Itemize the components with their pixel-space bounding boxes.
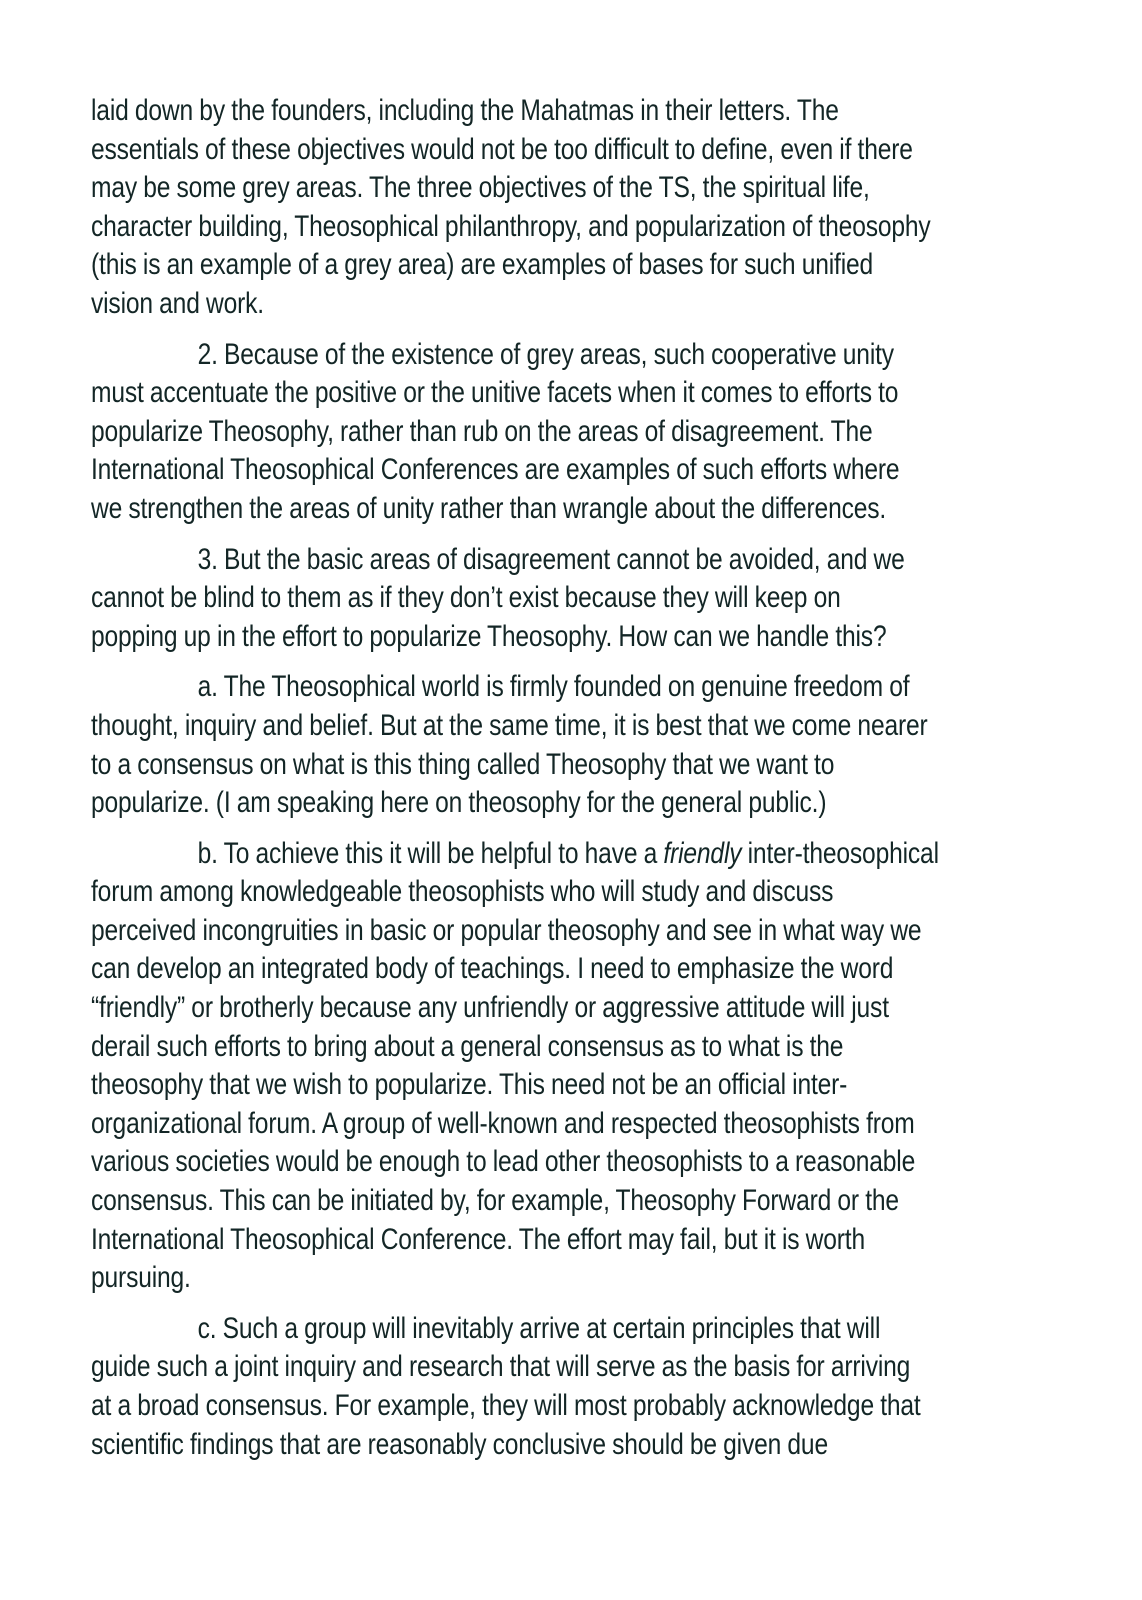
- text-line: 3. But the basic areas of disagreement cannot be avoided, and we: [197, 542, 905, 576]
- text-line: (this is an example of a grey area) are examples of bases for such unified: [91, 248, 874, 282]
- text-run: b. To achieve this it will be helpful to have a: [197, 836, 664, 870]
- text-line: 2. Because of the existence of grey areas, such cooperative unity: [197, 337, 894, 371]
- text-line: various societies would be enough to lead other theosophists to a reasonable: [91, 1145, 916, 1179]
- text-line: cannot be blind to them as if they don’t exist because they will keep on: [91, 581, 841, 615]
- text-line: popping up in the effort to popularize Theosophy. How can we handle this?: [91, 619, 887, 653]
- text-line: “friendly” or brotherly because any unfriendly or aggressive attitude will just: [91, 991, 889, 1025]
- text-line: a. The Theosophical world is firmly founded on genuine freedom of: [197, 670, 910, 704]
- document-page: [91, 92, 939, 1476]
- text-line: c. Such a group will inevitably arrive at certain principles that will: [197, 1311, 881, 1345]
- paragraph-point-3c: [91, 1310, 1027, 1464]
- text-line: theosophy that we wish to popularize. This need not be an official inter-: [91, 1068, 848, 1102]
- paragraph-point-2: [91, 336, 1027, 529]
- text-line: laid down by the founders, including the Mahatmas in their letters. The: [91, 94, 839, 127]
- paragraph-point-3a: [91, 668, 1027, 822]
- text-line: consensus. This can be initiated by, for example, Theosophy Forward or the: [91, 1184, 899, 1218]
- text-run: inter-theosophical: [741, 836, 939, 870]
- text-line: derail such efforts to bring about a general consensus as to what is the: [91, 1029, 844, 1063]
- text-line: [91, 835, 1027, 874]
- text-line: International Theosophical Conferences are examples of such efforts where: [91, 453, 900, 487]
- text-line: essentials of these objectives would not be too difficult to define, even if there: [91, 132, 913, 166]
- text-line: forum among knowledgeable theosophists who will study and discuss: [91, 875, 834, 909]
- text-line: thought, inquiry and belief. But at the same time, it is best that we come nearer: [91, 708, 928, 742]
- text-line: guide such a joint inquiry and research that will serve as the basis for arriving: [91, 1350, 911, 1384]
- text-line: pursuing.: [91, 1261, 191, 1295]
- text-line: must accentuate the positive or the unitive facets when it comes to efforts to: [91, 376, 899, 410]
- text-line: perceived incongruities in basic or popular theosophy and see in what way we: [91, 913, 922, 947]
- text-line: at a broad consensus. For example, they will most probably acknowledge that: [91, 1389, 921, 1422]
- text-line: organizational forum. A group of well-known and respected theosophists from: [91, 1106, 915, 1140]
- paragraph-point-3: [91, 541, 1027, 657]
- emphasis-friendly: friendly: [663, 836, 742, 870]
- text-line: popularize Theosophy, rather than rub on the areas of disagreement. The: [91, 414, 873, 448]
- text-line: may be some grey areas. The three objectives of the TS, the spiritual life,: [91, 171, 870, 205]
- paragraph-intro-continuation: [91, 92, 1027, 324]
- text-line: can develop an integrated body of teachings. I need to emphasize the word: [91, 952, 894, 986]
- text-line: character building, Theosophical philanthropy, and popularization of theosophy: [91, 209, 931, 243]
- text-line: vision and work.: [91, 286, 264, 320]
- text-line: International Theosophical Conference. The effort may fail, but it is worth: [91, 1222, 865, 1256]
- text-line: we strengthen the areas of unity rather than wrangle about the differences.: [91, 491, 887, 525]
- paragraph-point-3b: [91, 835, 1027, 1298]
- text-line: popularize. (I am speaking here on theosophy for the general public.): [91, 786, 827, 820]
- text-line: to a consensus on what is this thing called Theosophy that we want to: [91, 747, 835, 781]
- text-line: scientific findings that are reasonably conclusive should be given due: [91, 1427, 828, 1461]
